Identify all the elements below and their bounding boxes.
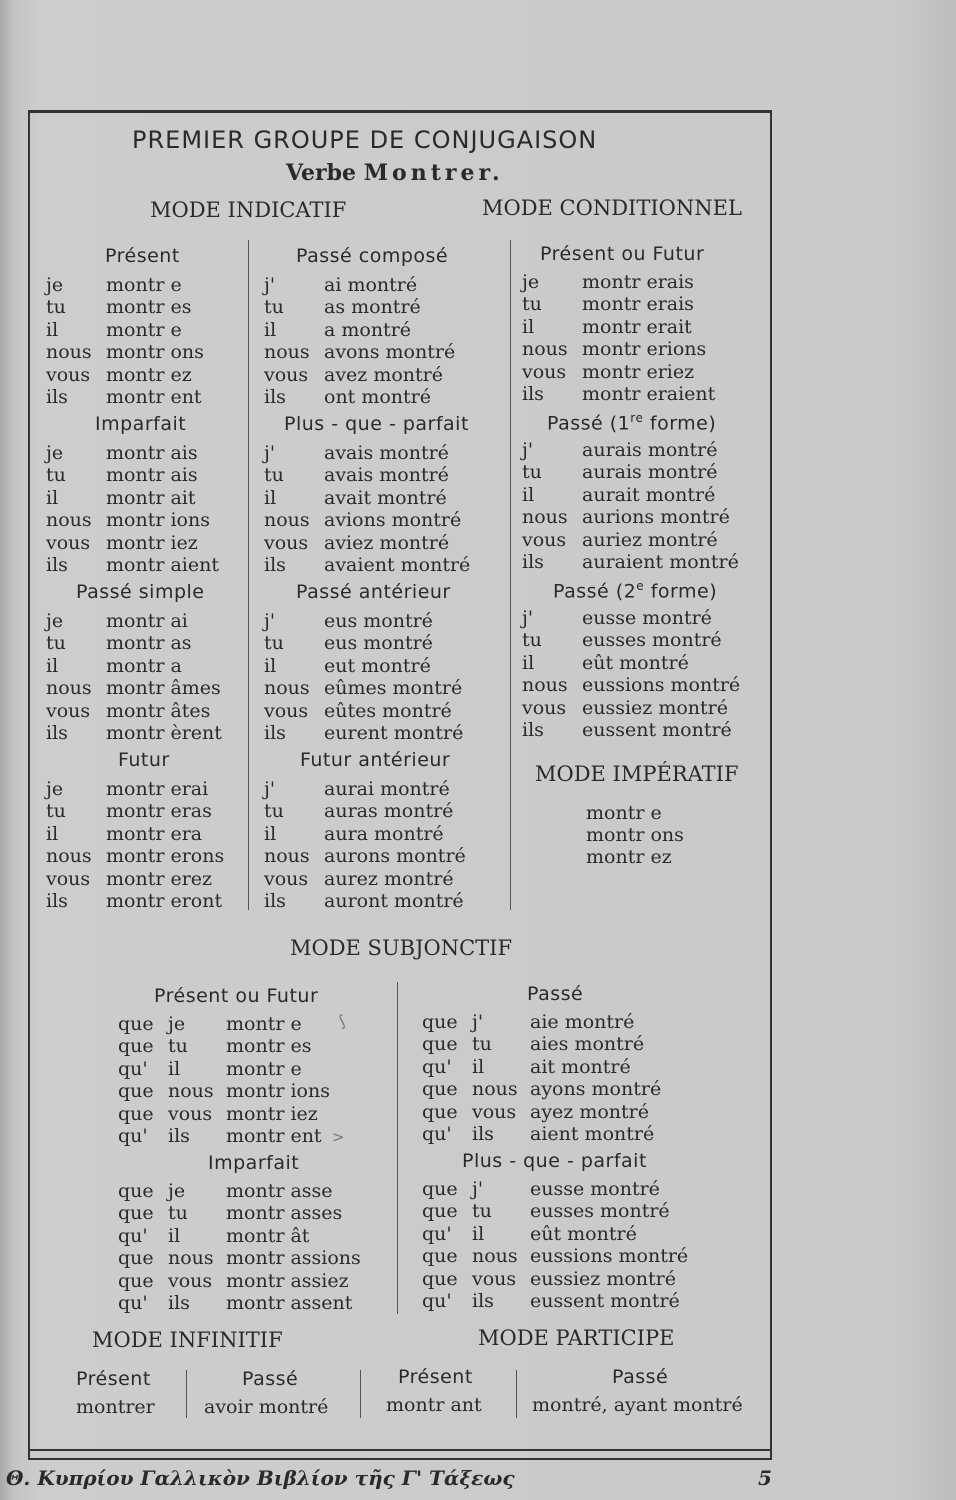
subjonctif-present-cell: montr es [226, 1035, 312, 1058]
indicatif-futur-cell: montr eras [106, 800, 212, 823]
subjonctif-present-cell: qu' [118, 1125, 148, 1147]
tense-title: Présent ou Futur [540, 243, 705, 265]
mode-indicatif-title: MODE INDICATIF [150, 198, 347, 222]
subjonctif-present-cell: montr ent [226, 1125, 322, 1147]
infinitif-present-value: montrer [76, 1396, 155, 1418]
indicatif-futur-cell: ils [46, 890, 68, 912]
subjonctif-imparfait-cell: que [118, 1247, 154, 1270]
subjonctif-passe-cell: tu [472, 1033, 492, 1056]
subjonctif-present-cell: nous [168, 1080, 214, 1103]
conditionnel-passe2-cell: eusse montré [582, 607, 712, 629]
conditionnel-present-cell: montr erais [582, 271, 694, 293]
mode-imperatif-title: MODE IMPÉRATIF [535, 762, 739, 786]
infinitif-passe-label: Passé [242, 1368, 299, 1390]
subjonctif-plus-que-parfait-cell: qu' [422, 1222, 452, 1245]
indicatif-present-cell: montr ons [106, 341, 204, 364]
subjonctif-present-cell: montr iez [226, 1102, 318, 1125]
conditionnel-passe1-cell: aurions montré [582, 506, 730, 529]
indicatif-passe-anterieur-cell: il [264, 654, 277, 677]
mode-participe-title: MODE PARTICIPE [478, 1326, 675, 1350]
conditionnel-present-cell: montr erait [582, 315, 692, 338]
subjonctif-passe-cell: que [422, 1078, 458, 1101]
indicatif-imparfait-cell: je [46, 442, 64, 464]
indicatif-futur-cell: montr erons [106, 845, 225, 868]
indicatif-passe-anterieur-cell: nous [264, 677, 310, 700]
verb-name: Montrer. [363, 160, 504, 186]
subjonctif-present-cell: montr e [226, 1057, 302, 1080]
indicatif-passe-simple-cell: tu [46, 632, 66, 655]
tense-title: Passé composé [296, 245, 449, 267]
subjonctif-present-cell: ils [168, 1125, 190, 1147]
indicatif-imparfait-cell: montr aient [106, 554, 219, 576]
indicatif-passe-simple-cell: montr a [106, 654, 182, 677]
mode-divider [360, 1370, 361, 1418]
subjonctif-imparfait-cell: nous [168, 1247, 214, 1270]
indicatif-passe-simple-cell: il [46, 654, 59, 677]
indicatif-imparfait-cell: montr ais [106, 442, 198, 464]
subjonctif-passe-cell: aient montré [530, 1123, 655, 1145]
conditionnel-passe2-cell: ils [522, 719, 544, 741]
subjonctif-plus-que-parfait-cell: tu [472, 1200, 492, 1223]
indicatif-passe-anterieur-cell: tu [264, 632, 284, 655]
indicatif-plus-que-parfait-cell: nous [264, 509, 310, 532]
imperatif-row: montr ez [586, 846, 672, 868]
tense-title: Passé antérieur [296, 581, 451, 603]
subjonctif-passe-cell: que [422, 1100, 458, 1123]
indicatif-futur-anterieur-cell: auront montré [324, 890, 464, 912]
subjonctif-plus-que-parfait-cell: eussiez montré [530, 1267, 677, 1290]
participe-present-value: montr ant [386, 1394, 482, 1416]
subjonctif-passe-cell: nous [472, 1078, 518, 1101]
group-heading: PREMIER GROUPE DE CONJUGAISON [132, 126, 598, 154]
conditionnel-passe1-cell: ils [522, 551, 544, 573]
subjonctif-passe-cell: que [422, 1033, 458, 1056]
subjonctif-present-cell: qu' [118, 1057, 148, 1080]
indicatif-plus-que-parfait-cell: j' [264, 442, 276, 464]
conditionnel-passe1-cell: tu [522, 461, 542, 484]
indicatif-passe-simple-cell: vous [46, 699, 91, 722]
indicatif-passe-simple-cell: ils [46, 722, 68, 744]
subjonctif-present-cell: je [168, 1013, 186, 1035]
conditionnel-passe1-cell: j' [522, 439, 534, 461]
subjonctif-passe-cell: vous [472, 1100, 517, 1123]
subjonctif-passe-cell: ils [472, 1123, 494, 1145]
indicatif-futur-anterieur-cell: aurons montré [324, 845, 466, 868]
conditionnel-passe2-cell: vous [522, 696, 567, 719]
subjonctif-imparfait-cell: que [118, 1202, 154, 1225]
subjonctif-imparfait-cell: tu [168, 1202, 188, 1225]
tense-title: Imparfait [95, 413, 187, 435]
indicatif-passe-anterieur-cell: eus montré [324, 632, 433, 655]
subjonctif-imparfait-cell: vous [168, 1269, 213, 1292]
conditionnel-passe1-cell: auriez montré [582, 528, 718, 551]
subjonctif-plus-que-parfait-cell: j' [472, 1178, 484, 1200]
indicatif-passe-anterieur-cell: ils [264, 722, 286, 744]
subjonctif-plus-que-parfait-cell: que [422, 1267, 458, 1290]
conditionnel-passe1-cell: auraient montré [582, 551, 739, 573]
indicatif-plus-que-parfait-cell: avions montré [324, 509, 462, 532]
subjonctif-imparfait-cell: montr assions [226, 1247, 361, 1270]
indicatif-present-cell: il [46, 318, 59, 341]
indicatif-passe-simple-cell: montr as [106, 632, 192, 655]
indicatif-passe-anterieur-cell: vous [264, 699, 309, 722]
indicatif-present-cell: je [46, 274, 64, 296]
subjonctif-passe-cell: ait montré [530, 1055, 631, 1078]
indicatif-imparfait-cell: ils [46, 554, 68, 576]
infinitif-passe-value: avoir montré [204, 1396, 329, 1418]
indicatif-passe-compose-cell: a montré [324, 318, 412, 341]
indicatif-futur-cell: vous [46, 867, 91, 890]
indicatif-plus-que-parfait-cell: aviez montré [324, 531, 450, 554]
indicatif-passe-simple-cell: montr èrent [106, 722, 222, 744]
indicatif-present-cell: nous [46, 341, 92, 364]
indicatif-present-cell: montr e [106, 274, 182, 296]
subjonctif-plus-que-parfait-cell: que [422, 1200, 458, 1223]
indicatif-futur-cell: il [46, 822, 59, 845]
participe-passe-value: montré, ayant montré [532, 1394, 743, 1416]
indicatif-passe-simple-cell: montr âtes [106, 699, 211, 722]
indicatif-futur-cell: montr era [106, 822, 203, 845]
indicatif-passe-anterieur-cell: j' [264, 610, 276, 632]
conditionnel-present-cell: montr erions [582, 338, 707, 361]
subjonctif-imparfait-cell: qu' [118, 1224, 148, 1247]
conditionnel-present-cell: montr erais [582, 293, 694, 316]
tense-title: Présent [105, 245, 180, 267]
subjonctif-imparfait-cell: que [118, 1269, 154, 1292]
conditionnel-passe2-cell: nous [522, 674, 568, 697]
subjonctif-plus-que-parfait-cell: nous [472, 1245, 518, 1268]
indicatif-present-cell: ils [46, 386, 68, 408]
tense-title: Futur antérieur [300, 749, 451, 771]
indicatif-futur-anterieur-cell: tu [264, 800, 284, 823]
conditionnel-passe1-cell: nous [522, 506, 568, 529]
indicatif-futur-anterieur-cell: ils [264, 890, 286, 912]
subjonctif-imparfait-cell: montr ât [226, 1224, 310, 1247]
indicatif-futur-anterieur-cell: aurai montré [324, 778, 450, 800]
subjonctif-present-cell: il [168, 1057, 181, 1080]
subjonctif-divider [397, 982, 398, 1314]
footer-book-title: Θ. Κυπρίου Γαλλικὸν Βιβλίον τῆς Γ' Τάξεως [6, 1466, 515, 1490]
tense-title: Passé simple [76, 581, 205, 603]
subjonctif-imparfait-cell: il [168, 1224, 181, 1247]
tense-title: Passé (2e forme) [553, 579, 718, 603]
infinitif-divider [186, 1370, 187, 1418]
conditionnel-passe2-cell: eussions montré [582, 674, 741, 697]
indicatif-imparfait-cell: montr iez [106, 531, 198, 554]
tense-title: Plus - que - parfait [284, 413, 469, 435]
indicatif-futur-cell: montr erez [106, 867, 213, 890]
indicatif-imparfait-cell: vous [46, 531, 91, 554]
subjonctif-imparfait-cell: je [168, 1180, 186, 1202]
indicatif-passe-compose-cell: vous [264, 363, 309, 386]
tense-title: Plus - que - parfait [462, 1150, 647, 1172]
indicatif-passe-anterieur-cell: eûmes montré [324, 677, 463, 700]
conditionnel-passe1-cell: aurais montré [582, 461, 718, 484]
frame-double-rule [28, 1449, 772, 1451]
indicatif-futur-cell: montr erai [106, 778, 209, 800]
conditionnel-passe2-cell: eusses montré [582, 629, 722, 652]
indicatif-passe-compose-cell: ai montré [324, 274, 418, 296]
indicatif-imparfait-cell: tu [46, 464, 66, 487]
conditionnel-passe2-cell: eussiez montré [582, 696, 729, 719]
indicatif-futur-cell: tu [46, 800, 66, 823]
conditionnel-present-cell: nous [522, 338, 568, 361]
conditionnel-passe2-cell: tu [522, 629, 542, 652]
indicatif-futur-cell: montr eront [106, 890, 223, 912]
indicatif-plus-que-parfait-cell: ils [264, 554, 286, 576]
indicatif-plus-que-parfait-cell: il [264, 486, 277, 509]
indicatif-futur-anterieur-cell: j' [264, 778, 276, 800]
indicatif-passe-compose-cell: avons montré [324, 341, 456, 364]
indicatif-present-cell: vous [46, 363, 91, 386]
indicatif-passe-compose-cell: avez montré [324, 363, 444, 386]
subjonctif-present-cell: que [118, 1035, 154, 1058]
subjonctif-passe-cell: aie montré [530, 1011, 635, 1033]
indicatif-present-cell: tu [46, 296, 66, 319]
subjonctif-present-cell: que [118, 1080, 154, 1103]
mode-conditionnel-title: MODE CONDITIONNEL [482, 196, 742, 220]
tense-title: Passé (1re forme) [547, 411, 717, 435]
conditionnel-present-cell: ils [522, 383, 544, 405]
indicatif-futur-anterieur-cell: auras montré [324, 800, 454, 823]
conditionnel-present-cell: tu [522, 293, 542, 316]
conditionnel-passe2-cell: il [522, 651, 535, 674]
indicatif-passe-simple-cell: montr ai [106, 610, 188, 632]
subjonctif-present-cell: montr ions [226, 1080, 330, 1103]
subjonctif-plus-que-parfait-cell: eussent montré [530, 1290, 680, 1312]
subjonctif-present-cell: montr e [226, 1013, 302, 1035]
conditionnel-present-cell: montr eraient [582, 383, 716, 405]
subjonctif-plus-que-parfait-cell: eût montré [530, 1222, 637, 1245]
indicatif-passe-simple-cell: je [46, 610, 64, 632]
subjonctif-imparfait-cell: montr asses [226, 1202, 343, 1225]
conditionnel-passe2-cell: j' [522, 607, 534, 629]
subjonctif-imparfait-cell: montr asse [226, 1180, 333, 1202]
subjonctif-imparfait-cell: montr assent [226, 1292, 353, 1314]
indicatif-passe-anterieur-cell: eurent montré [324, 722, 464, 744]
pencil-annotation: > [332, 1128, 345, 1146]
subjonctif-passe-cell: que [422, 1011, 458, 1033]
page-number: 5 [758, 1466, 772, 1490]
subjonctif-passe-cell: j' [472, 1011, 484, 1033]
indicatif-futur-anterieur-cell: aura montré [324, 822, 444, 845]
subjonctif-plus-que-parfait-cell: il [472, 1222, 485, 1245]
indicatif-plus-que-parfait-cell: avais montré [324, 464, 449, 487]
indicatif-plus-que-parfait-cell: vous [264, 531, 309, 554]
indicatif-passe-compose-cell: nous [264, 341, 310, 364]
indicatif-present-cell: montr ent [106, 386, 202, 408]
column-divider-1 [248, 240, 249, 910]
subjonctif-imparfait-cell: que [118, 1180, 154, 1202]
conditionnel-present-cell: il [522, 315, 535, 338]
tense-title: Présent ou Futur [154, 985, 319, 1007]
indicatif-plus-que-parfait-cell: avaient montré [324, 554, 471, 576]
conditionnel-passe1-cell: il [522, 483, 535, 506]
mode-infinitif-title: MODE INFINITIF [92, 1328, 283, 1352]
indicatif-present-cell: montr e [106, 318, 182, 341]
indicatif-futur-anterieur-cell: vous [264, 867, 309, 890]
conditionnel-present-cell: montr eriez [582, 360, 695, 383]
indicatif-passe-compose-cell: j' [264, 274, 276, 296]
indicatif-imparfait-cell: montr ais [106, 464, 198, 487]
indicatif-passe-compose-cell: tu [264, 296, 284, 319]
indicatif-passe-compose-cell: ont montré [324, 386, 432, 408]
indicatif-imparfait-cell: montr ait [106, 486, 196, 509]
subjonctif-plus-que-parfait-cell: qu' [422, 1290, 452, 1312]
indicatif-imparfait-cell: nous [46, 509, 92, 532]
conditionnel-passe1-cell: vous [522, 528, 567, 551]
imperatif-row: montr ons [586, 824, 684, 846]
indicatif-passe-simple-cell: montr âmes [106, 677, 221, 700]
indicatif-passe-compose-cell: ils [264, 386, 286, 408]
verb-heading [286, 160, 504, 186]
indicatif-passe-compose-cell: il [264, 318, 277, 341]
conditionnel-passe2-cell: eussent montré [582, 719, 732, 741]
indicatif-passe-simple-cell: nous [46, 677, 92, 700]
participe-present-label: Présent [398, 1366, 473, 1388]
pencil-annotation: ∫ [334, 1011, 350, 1031]
tense-title: Passé [527, 983, 584, 1005]
conditionnel-passe2-cell: eût montré [582, 651, 689, 674]
indicatif-imparfait-cell: il [46, 486, 59, 509]
indicatif-passe-compose-cell: as montré [324, 296, 421, 319]
conditionnel-passe1-cell: aurait montré [582, 483, 716, 506]
indicatif-passe-anterieur-cell: eus montré [324, 610, 433, 632]
subjonctif-passe-cell: il [472, 1055, 485, 1078]
indicatif-present-cell: montr ez [106, 363, 192, 386]
indicatif-passe-anterieur-cell: eûtes montré [324, 699, 452, 722]
subjonctif-present-cell: que [118, 1013, 154, 1035]
infinitif-present-label: Présent [76, 1368, 151, 1390]
indicatif-passe-anterieur-cell: eut montré [324, 654, 431, 677]
subjonctif-plus-que-parfait-cell: eussions montré [530, 1245, 689, 1268]
indicatif-plus-que-parfait-cell: tu [264, 464, 284, 487]
indicatif-plus-que-parfait-cell: avait montré [324, 486, 447, 509]
subjonctif-passe-cell: qu' [422, 1055, 452, 1078]
verb-prefix: Verbe [286, 160, 357, 186]
mode-subjonctif-title: MODE SUBJONCTIF [290, 936, 513, 960]
tense-title: Imparfait [208, 1152, 300, 1174]
conditionnel-present-cell: vous [522, 360, 567, 383]
conditionnel-passe1-cell: aurais montré [582, 439, 718, 461]
indicatif-imparfait-cell: montr ions [106, 509, 210, 532]
subjonctif-present-cell: que [118, 1102, 154, 1125]
indicatif-futur-anterieur-cell: il [264, 822, 277, 845]
imperatif-row: montr e [586, 802, 662, 824]
subjonctif-present-cell: tu [168, 1035, 188, 1058]
conditionnel-present-cell: je [522, 271, 540, 293]
subjonctif-present-cell: vous [168, 1102, 213, 1125]
subjonctif-plus-que-parfait-cell: ils [472, 1290, 494, 1312]
subjonctif-imparfait-cell: montr assiez [226, 1269, 349, 1292]
subjonctif-passe-cell: qu' [422, 1123, 452, 1145]
subjonctif-plus-que-parfait-cell: eusse montré [530, 1178, 660, 1200]
subjonctif-plus-que-parfait-cell: que [422, 1245, 458, 1268]
subjonctif-imparfait-cell: ils [168, 1292, 190, 1314]
indicatif-plus-que-parfait-cell: avais montré [324, 442, 449, 464]
indicatif-futur-cell: je [46, 778, 64, 800]
indicatif-futur-anterieur-cell: nous [264, 845, 310, 868]
subjonctif-plus-que-parfait-cell: eusses montré [530, 1200, 670, 1223]
participe-passe-label: Passé [612, 1366, 669, 1388]
participe-divider [516, 1370, 517, 1418]
indicatif-futur-cell: nous [46, 845, 92, 868]
subjonctif-plus-que-parfait-cell: vous [472, 1267, 517, 1290]
subjonctif-passe-cell: ayons montré [530, 1078, 662, 1101]
indicatif-present-cell: montr es [106, 296, 192, 319]
subjonctif-passe-cell: aies montré [530, 1033, 645, 1056]
column-divider-2 [510, 240, 511, 910]
subjonctif-imparfait-cell: qu' [118, 1292, 148, 1314]
subjonctif-passe-cell: ayez montré [530, 1100, 650, 1123]
tense-title: Futur [118, 749, 170, 771]
indicatif-futur-anterieur-cell: aurez montré [324, 867, 454, 890]
subjonctif-plus-que-parfait-cell: que [422, 1178, 458, 1200]
